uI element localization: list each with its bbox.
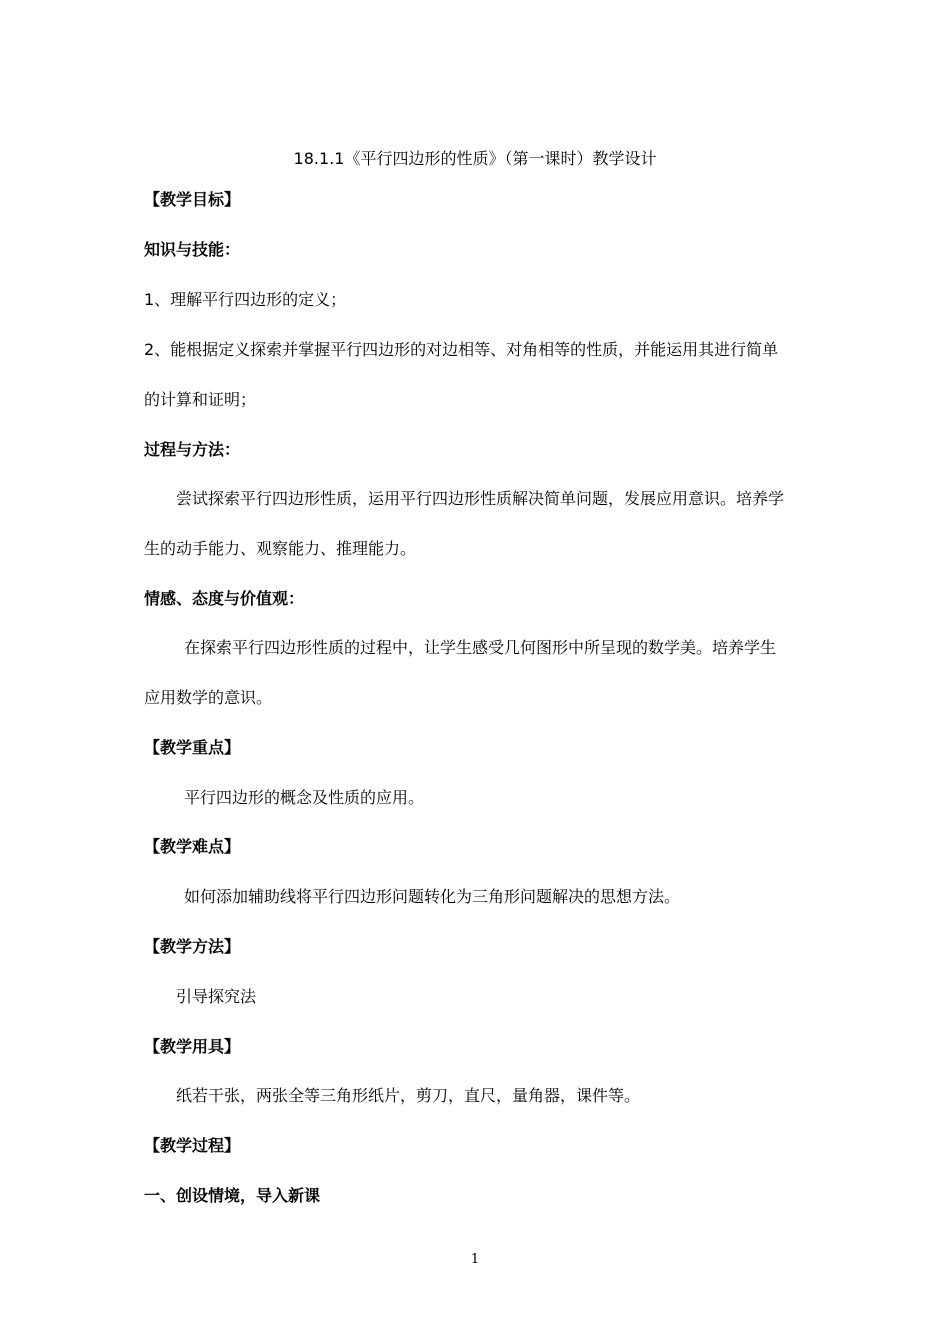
knowledge-item-2-line2: 的计算和证明；	[144, 390, 257, 409]
emotion-line2: 应用数学的意识。	[144, 688, 273, 707]
method-heading: 【教学方法】	[144, 937, 241, 956]
process-method-heading: 过程与方法：	[144, 440, 241, 459]
process-method-line2: 生的动手能力、观察能力、推理能力。	[144, 539, 417, 558]
page-number: 1	[470, 1252, 480, 1267]
process-method-line1: 尝试探索平行四边形性质，运用平行四边形性质解决简单问题，发展应用意识。培养学	[176, 489, 785, 508]
emotion-heading: 情感、态度与价值观：	[144, 589, 305, 608]
difficulty-text: 如何添加辅助线将平行四边形问题转化为三角形问题解决的思想方法。	[184, 887, 681, 906]
objectives-heading: 【教学目标】	[144, 190, 241, 209]
tools-heading: 【教学用具】	[144, 1037, 241, 1056]
knowledge-item-1: 1、理解平行四边形的定义；	[144, 290, 347, 309]
difficulty-heading: 【教学难点】	[144, 837, 241, 856]
key-points-text: 平行四边形的概念及性质的应用。	[184, 788, 425, 807]
key-points-heading: 【教学重点】	[144, 738, 241, 757]
document-title: 18.1.1《平行四边形的性质》（第一课时）教学设计	[293, 149, 657, 168]
knowledge-item-2-line1: 2、能根据定义探索并掌握平行四边形的对边相等、对角相等的性质，并能运用其进行简单	[144, 340, 779, 359]
emotion-line1: 在探索平行四边形性质的过程中，让学生感受几何图形中所呈现的数学美。培养学生	[184, 638, 777, 657]
method-text: 引导探究法	[176, 987, 257, 1006]
knowledge-heading: 知识与技能：	[144, 240, 241, 259]
tools-text: 纸若干张，两张全等三角形纸片，剪刀，直尺，量角器，课件等。	[176, 1086, 641, 1105]
teaching-process-heading: 【教学过程】	[144, 1136, 241, 1155]
step-1-heading: 一、创设情境，导入新课	[144, 1186, 321, 1205]
